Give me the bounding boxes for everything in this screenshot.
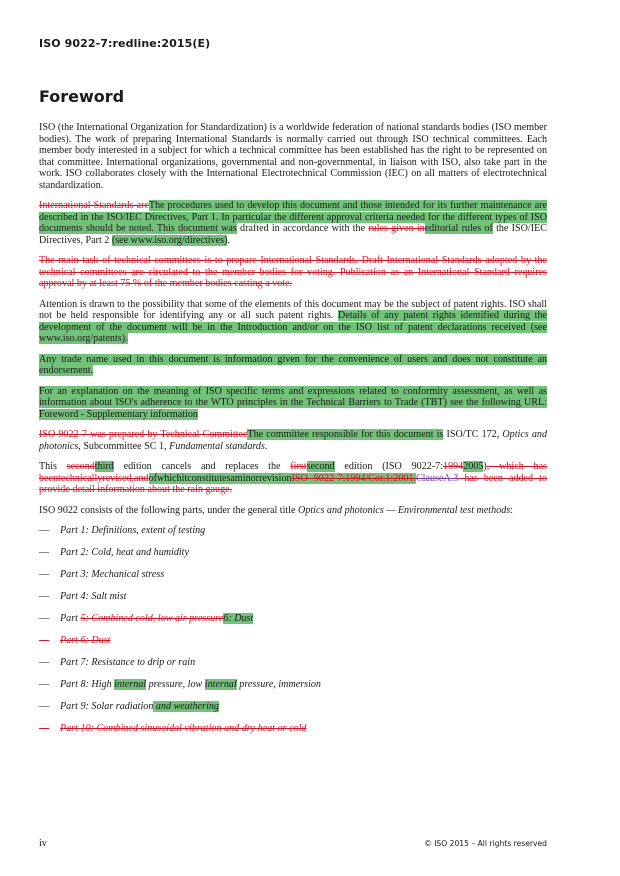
plain-text: ISO/TC 172, [443,429,503,440]
list-dash: — [39,547,50,558]
plain-text: Attention is drawn to the possibility that some of the elements of this document may be the subject of patent rights. ISO shall not be held responsible for identifying any or all such patent rights. [39,298,547,321]
list-item-text: Part 3: Mechanical stress [60,569,165,580]
list-item [39,657,547,679]
list-item [39,679,547,701]
list-item-deleted [39,723,547,745]
list-item-text [60,701,219,713]
plain-text: Part 8: High [60,679,115,690]
inserted-text: second [306,461,335,472]
deleted-text-purple: ClauseA.3 [415,472,459,484]
inserted-text: editorial rules of [424,223,493,234]
plain-text: , Subcommittee SC 1, [78,440,170,452]
list-item [39,547,547,569]
paragraph-edition [39,461,547,496]
deleted-text: ISO 9022-7 was prepared by Technical Committee [39,429,248,440]
paragraph-committee [39,429,547,452]
list-item-text: Part 2: Cold, heat and humidity [60,547,189,558]
plain-text: . [227,234,230,246]
list-item [39,613,547,635]
document-header: ISO 9022-7:redline:2015(E) [39,37,211,50]
plain-text: pressure, low [146,679,205,690]
inserted-text: ofwhichitconstitutesaminorrevision [148,472,292,484]
list-dash: — [39,701,50,712]
inserted-text: Any trade name used in this document is information given for the convenience of users and does not constitute an endorsement. [39,353,547,376]
list-dash: — [39,679,50,690]
paragraph-patent-rights [39,299,547,345]
inserted-text: internal [114,679,147,690]
plain-text: ISO 9022 consists of the following parts, under the general title [39,504,299,516]
plain-text: ) [483,461,487,472]
paragraph-conformity [39,386,547,421]
inserted-text: The procedures used to develop this document and those intended for its further maintenance are described in the ISO/IEC Directives, Part 1. In particular the different approval criteria needed for the different types of ISO documents should be noted. This document was [39,200,547,234]
italic-text: Fundamental standards [169,440,265,452]
parts-list [39,525,547,745]
inserted-text: 2005 [463,461,484,472]
plain-text: . [264,440,268,452]
list-item-text [60,613,253,625]
inserted-link-text: (see www.iso.org/directives) [111,234,228,246]
list-dash: — [39,613,50,624]
list-dash: — [39,569,50,580]
italic-text: Optics and photonics [39,429,547,452]
plain-text: the ISO/IEC Directives, Part 2 [39,223,547,246]
list-item [39,701,547,723]
paragraph-iso-intro: ISO (the International Organization for Standardization) is a worldwide federation of national standards bodies (ISO member bodies). The work of preparing International Standards is normally carried out through ISO technical committees. Each member body interested in a subject for which a technical committee has been established has the right to be represented on that committee. International organizations, governmental and non-governmental, in liaison with ISO, also take part in the work. ISO collaborates closely with the International Electrotechnical Commission (IEC) on all matters of electrotechnical standardization. [39,122,547,191]
deleted-text: rules given in [368,223,425,234]
paragraph-deleted-main-task: The main task of technical committees is to prepare International Standards. Draft International Standards adopted by the technical committees are circulated to the member bodies for voting. Publication as an International Standard requires approval by at least 75 % of the member bodies casting a vote. [39,255,547,289]
list-item-text: Part 7: Resistance to drip or rain [60,657,196,668]
inserted-text: For an explanation on the meaning of ISO specific terms and expressions related to conformity assessment, as well as information about ISO's adherence to the WTO principles in the Technical Barriers to Trade (TBT) see the following URL: Foreword - Supplementary information [39,385,547,420]
paragraph-parts-intro [39,505,547,517]
deleted-text: second [66,461,95,472]
list-dash: — [39,723,50,734]
list-item [39,569,547,591]
inserted-text: Details of any patent rights identified during the development of the document will be in the Introduction and/or on the ISO list of patent declarations received (see www.iso.org/patents). [39,310,547,344]
plain-text: Part 9: Solar radiation [60,701,154,712]
plain-text: edition cancels and replaces the [113,461,291,472]
foreword-body [39,122,547,745]
plain-text: This [39,461,67,472]
inserted-text: third [94,461,114,472]
inserted-text: The committee responsible for this document is [247,429,444,440]
inserted-text: 6: Dust [223,613,254,624]
plain-text: drafted in accordance with the [236,223,369,234]
deleted-text: 5: Combined cold, low air pressure [80,613,224,624]
list-item-text: Part 4: Salt mist [60,591,127,602]
list-dash: — [39,657,50,668]
plain-text: Part [60,613,81,624]
deleted-inserted-text: ISO 9022-7:1994/Cor.1:2001. [291,472,416,484]
paragraph-procedures [39,200,547,246]
deleted-text: , which has beentechnicallyrevised,and [39,461,547,484]
deleted-text: 1994 [443,461,464,472]
list-item-text: Part 10: Combined sinusoidal vibration and dry heat or cold [60,723,307,734]
list-item [39,591,547,613]
list-item-deleted [39,635,547,657]
paragraph-trade-name [39,354,547,377]
deleted-text: has been added to provide detail information about the rain gauge. [39,472,547,495]
list-dash: — [39,635,50,646]
list-dash: — [39,525,50,536]
list-dash: — [39,591,50,602]
list-item-text: Part 6: Dust [60,635,111,646]
page-number: iv [39,838,47,849]
inserted-text: internal [204,679,237,690]
italic-text: Optics and photonics — Environmental test methods [298,504,511,516]
plain-text: : [510,504,513,516]
inserted-text: and weathering [153,701,219,712]
list-item-text [60,679,321,691]
deleted-text: International Standards are [39,200,149,211]
list-item [39,525,547,547]
plain-text: edition (ISO 9022-7: [334,461,444,472]
page-title: Foreword [39,87,125,106]
deleted-text: first [290,461,307,472]
list-item-text: Part 1: Definitions, extent of testing [60,525,206,536]
plain-text: pressure, immersion [236,679,321,690]
copyright-notice: © ISO 2015 – All rights reserved [424,839,547,848]
